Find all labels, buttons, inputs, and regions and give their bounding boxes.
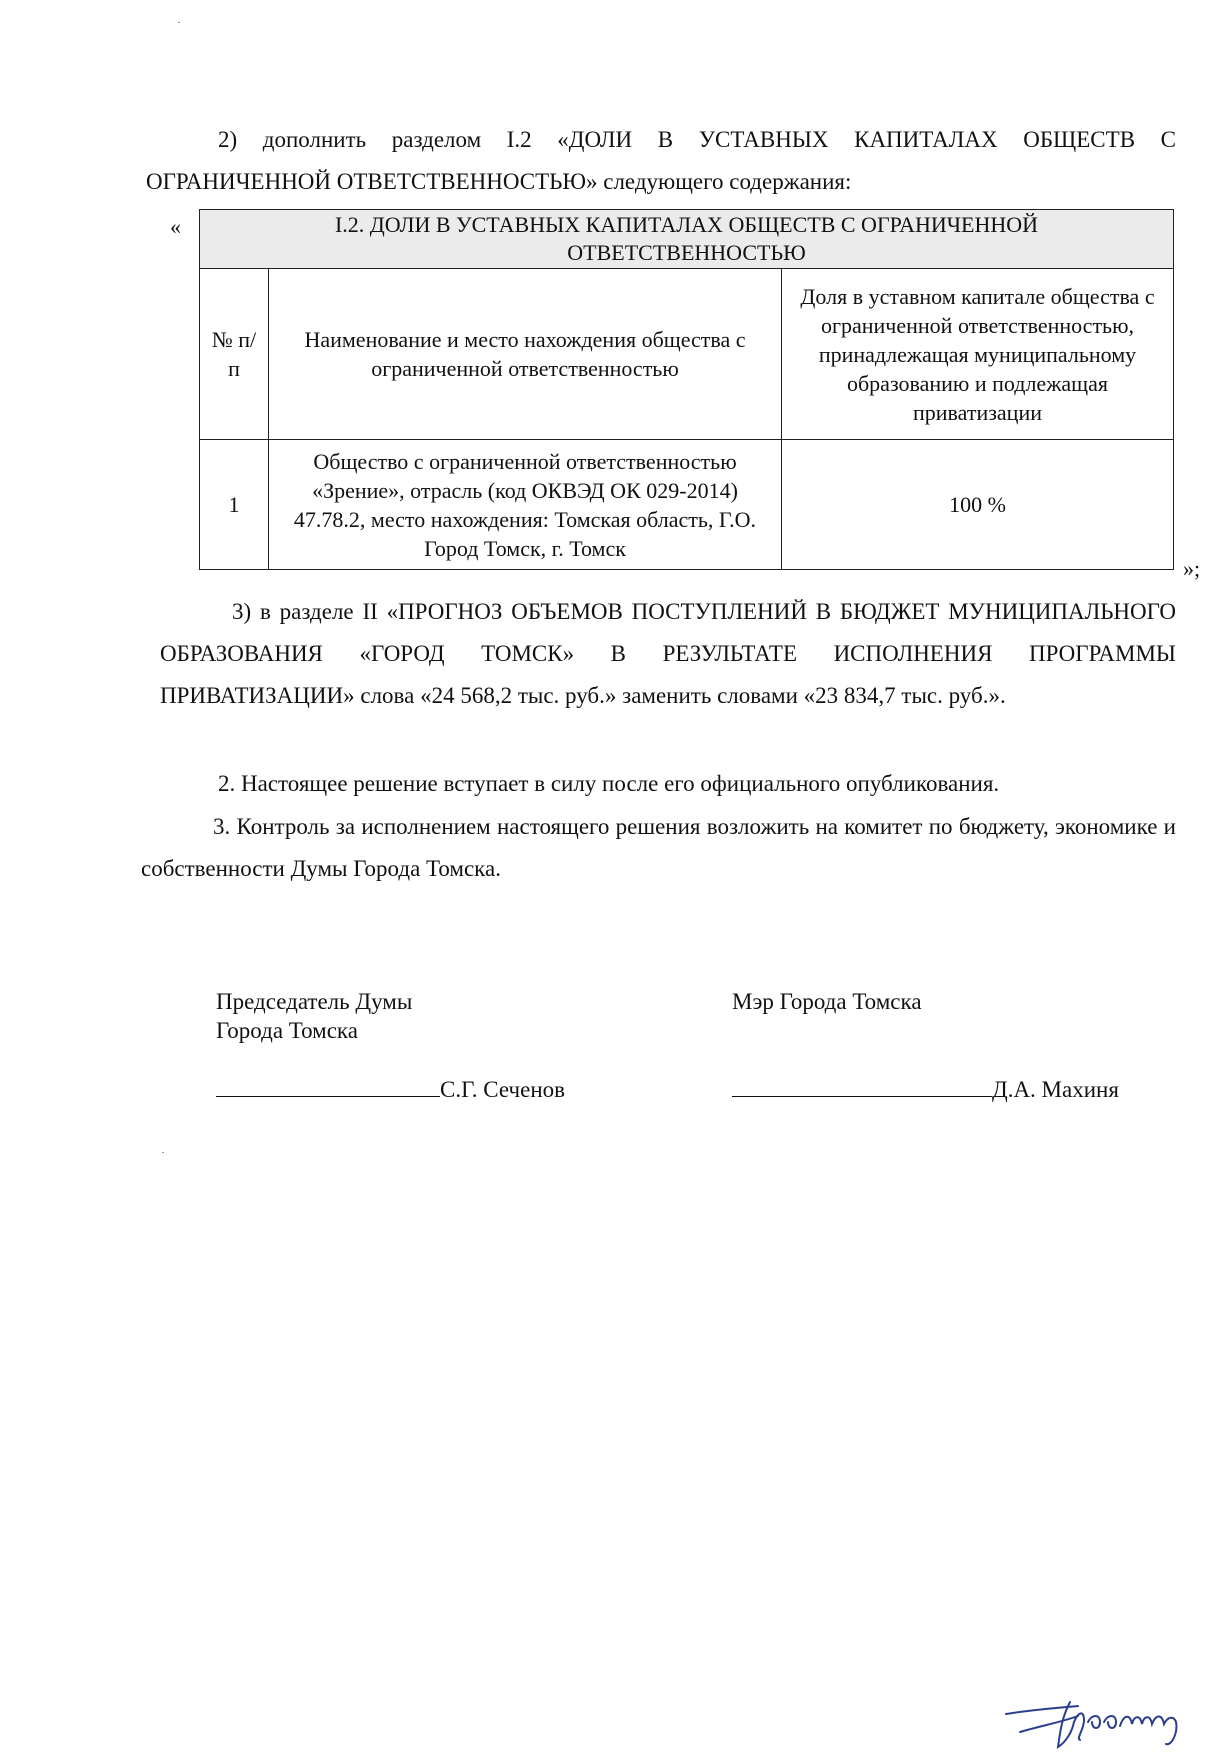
signature-rule bbox=[732, 1074, 992, 1097]
header-number: № п/п bbox=[200, 269, 269, 440]
amendment-paragraph-2: 2) дополнить разделом I.2 «ДОЛИ В УСТАВНЫХ КАПИТАЛАХ ОБЩЕСТВ С ОГРАНИЧЕННОЙ ОТВЕТСТВЕННОСТЬЮ» следующего содержания: bbox=[146, 127, 1176, 194]
chairman-title-line1: Председатель Думы bbox=[216, 989, 413, 1014]
shares-table bbox=[199, 209, 1174, 570]
chairman-signature-line bbox=[216, 1074, 565, 1104]
row-number: 1 bbox=[200, 440, 269, 570]
amendment-paragraph-3: 3) в разделе II «ПРОГНОЗ ОБЪЕМОВ ПОСТУПЛЕНИЙ В БЮДЖЕТ МУНИЦИПАЛЬНОГО ОБРАЗОВАНИЯ «ГОРОД ТОМСК» В РЕЗУЛЬТАТЕ ИСПОЛНЕНИЯ ПРОГРАММЫ ПРИВАТИЗАЦИИ» слова «24 568,2 тыс. руб.» заменить словами «23 834,7 тыс. руб.». bbox=[160, 599, 1176, 708]
table-open-quote: « bbox=[170, 214, 181, 239]
table-header-row bbox=[200, 269, 1174, 440]
decision-item-3: 3. Контроль за исполнением настоящего решения возложить на комитет по бюджету, экономике и собственности Думы Города Томска. bbox=[141, 814, 1176, 881]
chairman-title bbox=[216, 987, 412, 1045]
row-company-name: Общество с ограниченной ответственностью «Зрение», отрасль (код ОКВЭД ОК 029-2014) 47.78.2, место нахождения: Томская область, Г.О. Город Томск, г. Томск bbox=[269, 440, 782, 570]
chairman-name: С.Г. Сеченов bbox=[440, 1077, 565, 1102]
scan-speck bbox=[162, 1152, 164, 1153]
table-title-row bbox=[200, 210, 1174, 269]
table-title: I.2. ДОЛИ В УСТАВНЫХ КАПИТАЛАХ ОБЩЕСТВ С ОГРАНИЧЕННОЙ ОТВЕТСТВЕННОСТЬЮ bbox=[200, 210, 1174, 269]
table-row bbox=[200, 440, 1174, 570]
scan-speck bbox=[178, 22, 180, 23]
header-company-name: Наименование и место нахождения общества с ограниченной ответственностью bbox=[269, 269, 782, 440]
header-share: Доля в уставном капитале общества с ограниченной ответственностью, принадлежащая муниципальному образованию и подлежащая приватизации bbox=[782, 269, 1174, 440]
mayor-name: Д.А. Махиня bbox=[992, 1077, 1119, 1102]
signature-rule bbox=[216, 1074, 440, 1097]
mayor-signature-line bbox=[732, 1074, 1119, 1104]
chairman-title-line2: Города Томска bbox=[216, 1018, 358, 1043]
handwritten-initials bbox=[1000, 1692, 1210, 1752]
row-share: 100 % bbox=[782, 440, 1174, 570]
decision-item-2: 2. Настоящее решение вступает в силу после его официального опубликования. bbox=[218, 771, 1000, 796]
table-close-quote: »; bbox=[1183, 556, 1201, 581]
mayor-title: Мэр Города Томска bbox=[732, 989, 922, 1014]
